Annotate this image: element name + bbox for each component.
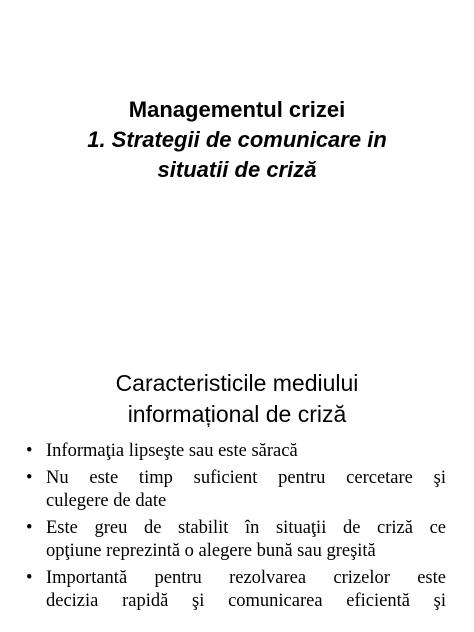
slide-heading-line-1: Caracteristicile mediului xyxy=(115,370,359,396)
slide-content xyxy=(0,316,474,632)
slide-heading-line-2: informațional de criză xyxy=(127,401,347,427)
bullet-text-line: Importantă pentru rezolvarea crizelor este xyxy=(46,568,446,588)
presentation-title: Managementul crizei xyxy=(128,97,346,122)
bullet-text-line: culegere de date xyxy=(46,491,167,511)
bullet-dot-icon: • xyxy=(26,441,33,461)
bullet-item xyxy=(26,517,446,563)
bullet-text-line: Este greu de stabilit în situaţii de criză ce xyxy=(46,518,446,538)
presentation-subtitle-line-1: 1. Strategii de comunicare in xyxy=(87,127,387,152)
bullet-item xyxy=(26,567,446,613)
bullet-dot-icon: • xyxy=(26,468,33,488)
bullet-item xyxy=(26,440,446,463)
bullet-text-line: decizia rapidă şi comunicarea eficientă şi xyxy=(46,591,446,611)
title-block xyxy=(0,95,474,185)
bullet-text-line: opţiune reprezintă o alegere bună sau greşită xyxy=(46,541,376,561)
bullet-dot-icon: • xyxy=(26,518,33,538)
bullet-list xyxy=(26,440,446,617)
bullet-dot-icon: • xyxy=(26,568,33,588)
bullet-text-line: Nu este timp suficient pentru cercetare şi xyxy=(46,468,446,488)
slide-heading xyxy=(0,368,474,430)
presentation-subtitle-line-2: situatii de criză xyxy=(157,157,317,182)
bullet-text-line: Informaţia lipseşte sau este săracă xyxy=(46,441,298,461)
bullet-item xyxy=(26,467,446,513)
